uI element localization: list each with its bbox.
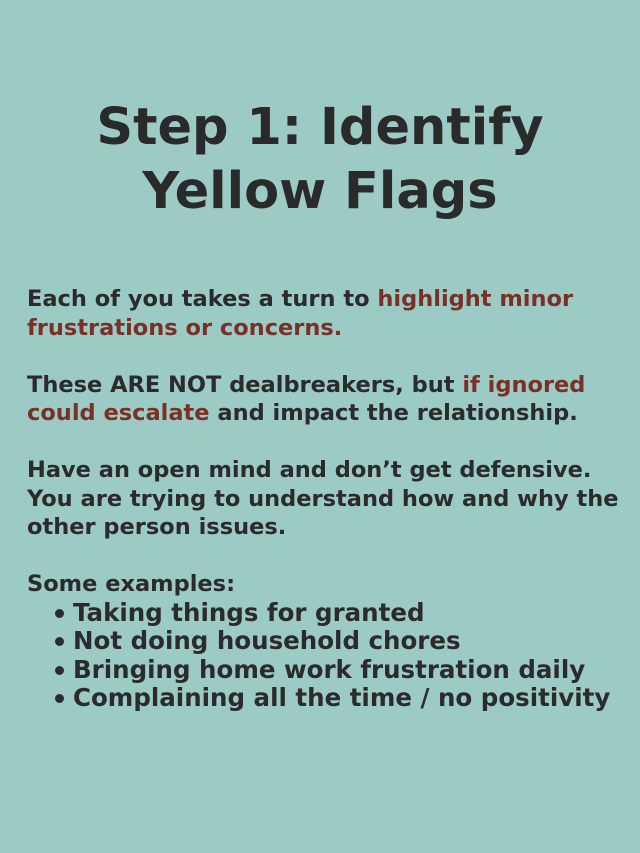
examples-heading: Some examples: [27, 571, 236, 597]
example-text: Not doing household chores [73, 626, 461, 655]
paragraph-2-text-end: and impact the relationship. [209, 400, 578, 426]
list-item [51, 684, 627, 713]
bullet-icon [55, 666, 64, 675]
examples-list [27, 599, 627, 713]
content-body [27, 285, 627, 713]
list-item [51, 627, 627, 656]
example-text: Taking things for granted [73, 597, 425, 627]
paragraph-2-highlight: if ignored could escalate [27, 371, 586, 426]
paragraph-dealbreakers [27, 371, 627, 428]
page-title [20, 96, 620, 224]
list-item [51, 599, 627, 628]
title-line-1: Step 1: Identify [96, 98, 544, 157]
bullet-icon [55, 637, 64, 646]
paragraph-turn-taking [27, 285, 627, 342]
bullet-icon [55, 609, 64, 618]
list-item [51, 656, 627, 685]
example-text: Bringing home work frustration daily [73, 654, 586, 684]
paragraph-1-text: Each of you takes a turn to [27, 286, 378, 312]
title-line-2: Yellow Flags [142, 162, 498, 221]
example-text: Complaining all the time / no positivity [73, 683, 611, 712]
paragraph-open-mind: Have an open mind and don’t get defensive. You are trying to understand how and why the other person issues. [27, 457, 619, 540]
paragraph-1-highlight: highlight minor frustrations or concerns. [27, 286, 574, 341]
bullet-icon [55, 694, 64, 703]
paragraph-2-text-start: These ARE NOT dealbreakers, but [27, 371, 463, 398]
